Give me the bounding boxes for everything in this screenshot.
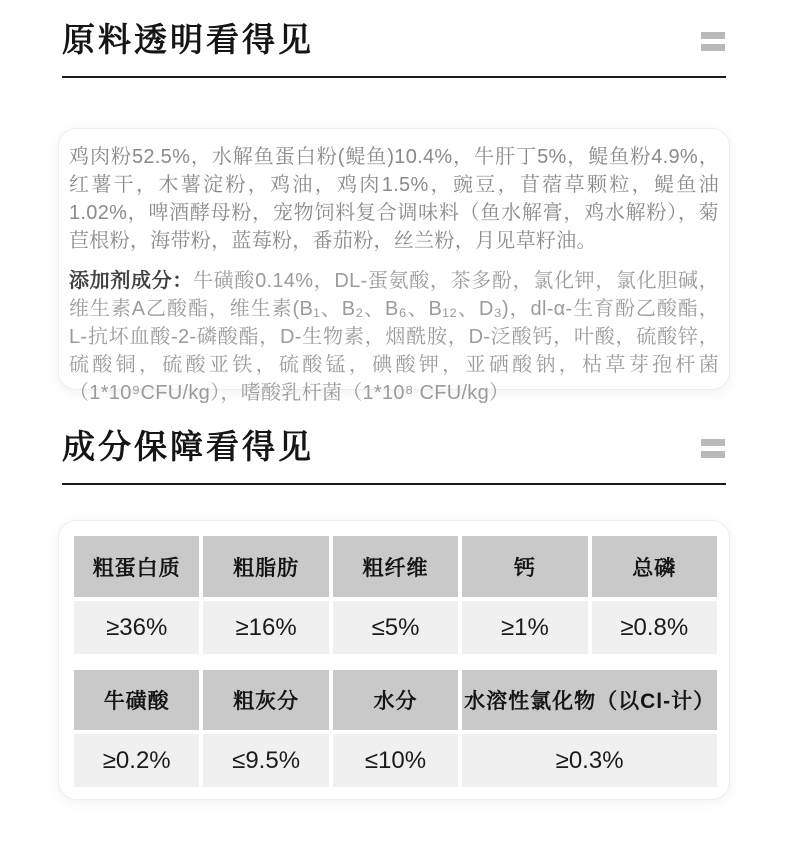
nutrient-value-cell: ≥0.2% xyxy=(74,734,199,787)
nutrient-header-cell: 粗纤维 xyxy=(333,536,458,597)
nutrient-value-cell: ≥1% xyxy=(462,601,587,654)
section-divider xyxy=(62,76,726,78)
nutrient-value-cell: ≤9.5% xyxy=(203,734,328,787)
nutrition-table-group-1 xyxy=(74,536,717,654)
additives-label: 添加剂成分： xyxy=(69,270,194,292)
nutrient-value-cell: ≥0.8% xyxy=(592,601,717,654)
nutrient-header-cell: 钙 xyxy=(462,536,587,597)
section-divider xyxy=(62,483,726,485)
nutrient-header-cell: 粗脂肪 xyxy=(203,536,328,597)
nutrient-value-cell: ≥0.3% xyxy=(462,734,717,787)
nutrient-header-cell: 牛磺酸 xyxy=(74,670,199,730)
nutrient-header-cell: 粗灰分 xyxy=(203,670,328,730)
additives-body: 牛磺酸0.14%，DL-蛋氨酸，茶多酚，氯化钾，氯化胆碱，维生素A乙酸酯，维生素(B₁、B₂、B₆、B₁₂、D₃)，dl-α-生育酚乙酸酯，L-抗坏血酸-2-磷酸酯，D-生物素，烟酰胺，D-泛酸钙，叶酸，硫酸锌，硫酸铜，硫酸亚铁，硫酸锰，碘酸钾，亚硒酸钠，枯草芽孢杆菌（1*10⁹CFU/kg），嗜酸乳杆菌（1*10⁸ CFU/kg） xyxy=(69,270,719,404)
nutrition-table-group-2 xyxy=(74,670,717,787)
nutrition-card xyxy=(58,520,730,800)
nutrient-header-cell: 水溶性氯化物（以Cl-计） xyxy=(462,670,717,730)
double-bar-icon xyxy=(701,32,725,51)
nutrient-header-cell: 水分 xyxy=(333,670,458,730)
ingredients-card xyxy=(58,128,730,404)
nutrient-value-cell: ≤10% xyxy=(333,734,458,787)
ingredients-text: 鸡肉粉52.5%，水解鱼蛋白粉(鳀鱼)10.4%，牛肝丁5%，鳀鱼粉4.9%，红薯干，木薯淀粉，鸡油，鸡肉1.5%，豌豆，苜蓿草颗粒，鳀鱼油1.02%，啤酒酵母粉，宠物饲料复合调味料（鱼水解膏，鸡水解粉），菊苣根粉，海带粉，蓝莓粉，番茄粉，丝兰粉，月见草籽油。 xyxy=(69,146,719,252)
nutrient-header-cell: 粗蛋白质 xyxy=(74,536,199,597)
section-title-ingredients: 原料透明看得见 xyxy=(62,21,314,58)
nutrient-value-cell: ≥36% xyxy=(74,601,199,654)
additives-paragraph xyxy=(69,267,719,407)
nutrient-header-cell: 总磷 xyxy=(592,536,717,597)
section-title-guarantee: 成分保障看得见 xyxy=(62,428,314,465)
double-bar-icon xyxy=(701,439,725,458)
nutrient-value-cell: ≥16% xyxy=(203,601,328,654)
nutrient-value-cell: ≤5% xyxy=(333,601,458,654)
